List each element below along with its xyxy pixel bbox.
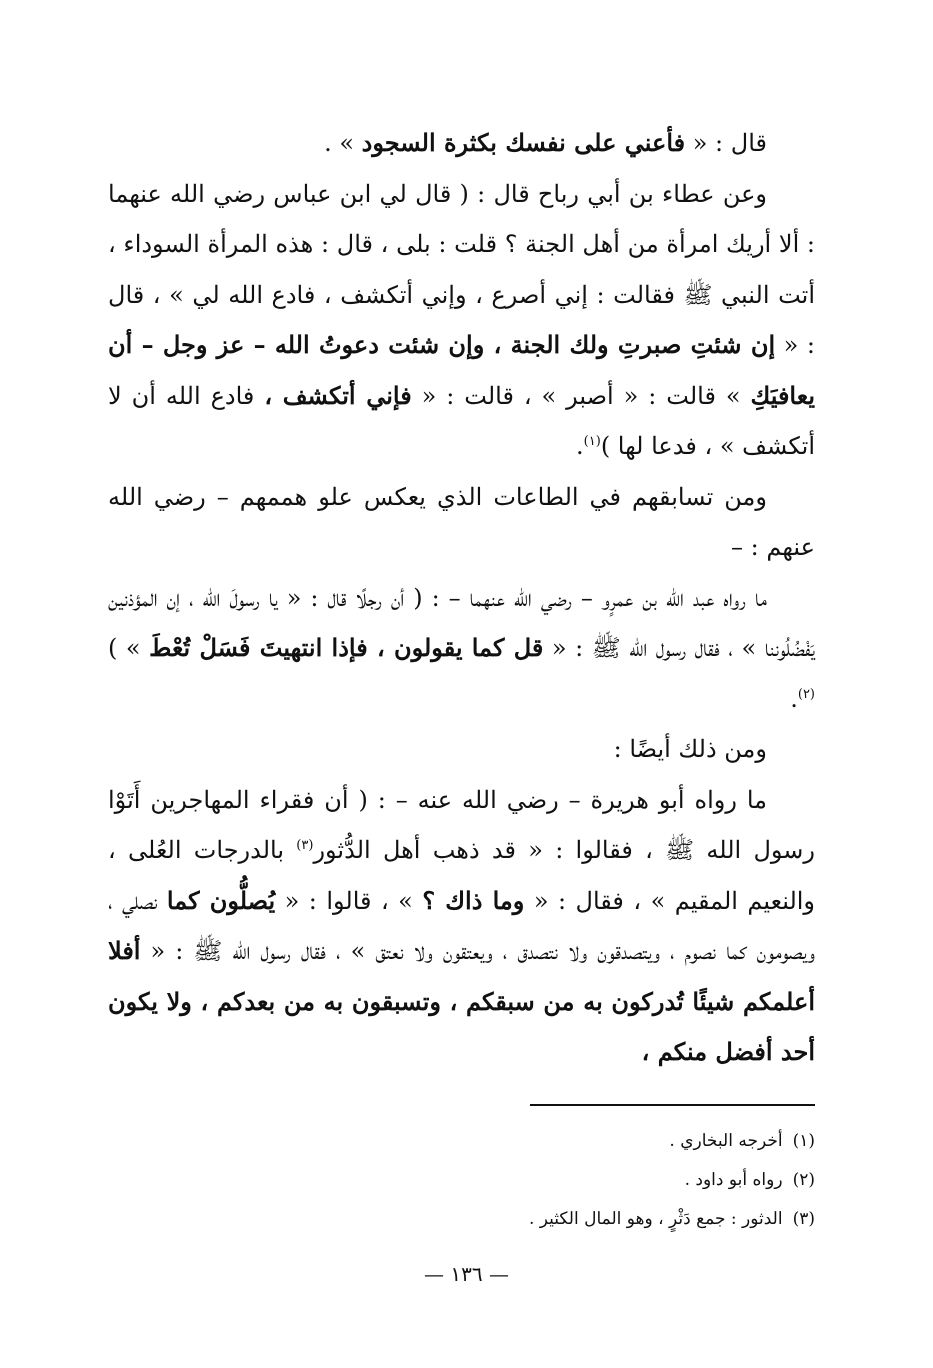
text-segment: وعن عطاء بن أبي رباح قال : ( قال لي ابن عباس رضي الله عنهما : ألا أريك امرأة من أهل الجنة ؟ قلت : بلى ، قال : هذه المرأة السوداء ، أتت النبي ﷺ فقالت : إني أصرع ، وإني أتكشف ، فادع الله لي » ، قال : « <box>108 179 816 359</box>
text-segment: » ، قالوا : « <box>275 886 423 915</box>
page-number: — ١٣٦ — <box>424 1262 509 1286</box>
text-segment: قال : « <box>685 129 767 157</box>
quote-text-bold: وما ذاك ؟ <box>422 885 525 915</box>
footnote-text: رواه أبو داود . <box>684 1170 783 1190</box>
paragraph <box>108 118 815 169</box>
footnote-marker: (٢) <box>797 686 815 702</box>
paragraph <box>108 573 815 725</box>
text-segment: . <box>790 684 798 713</box>
footnote-number: (٢) <box>792 1170 815 1190</box>
paragraph <box>108 775 815 1078</box>
quote-text-bold: يُصلُّون كما <box>166 885 276 915</box>
paragraph <box>108 724 815 775</box>
quote-text-bold: فأعني على نفسك بكثرة السجود <box>361 128 686 157</box>
footnote-text: الدثور : جمع دَثْرٍ ، وهو المال الكثير . <box>528 1209 783 1229</box>
footnote-item <box>300 1122 815 1161</box>
quote-text-bold: أفلا أعلمكم شيئًا تُدركون به من سبقكم ، وتسبقون به من بعدكم ، ولا يكون أحد أفضل منكم ، <box>108 936 815 1066</box>
body-text <box>108 118 815 1078</box>
text-segment: » . <box>324 129 362 157</box>
quote-text-bold: فإني أتكشف ، <box>264 380 412 410</box>
quote-text-bold: قل كما يقولون ، فإذا انتهيتَ فَسَلْ تُعْطَ <box>149 633 544 662</box>
footnote-text: أخرجه البخاري . <box>669 1131 783 1151</box>
text-segment: ما رواه أبو هريرة – رضي الله عنه – : ( أن فقراء المهاجرين أَتَوْا رسول الله ﷺ ، فقالوا : « قد ذهب أهل الدُّثور <box>108 785 815 864</box>
quote-text-bold: إن شئتِ صبرتِ ولك الجنة ، وإن شئت دعوتُ الله – عز وجل – أن يعافيَكِ <box>108 330 815 410</box>
footnote-number: (١) <box>792 1131 815 1151</box>
paragraph <box>108 169 815 472</box>
text-segment: بالدرجات العُلى ، والنعيم المقيم » ، فقال : « <box>108 836 816 915</box>
footnote-marker: (١) <box>583 434 601 449</box>
text-segment: فادع الله أن لا أتكشف » ، فدعا لها ) <box>108 381 815 460</box>
text-segment: » قالت : « أصبر » ، قالت : « <box>411 381 751 410</box>
text-segment: . <box>576 432 584 460</box>
text-segment: ما رواه عبد الله بن عمرٍو – رضي الله عنهما – : ( أن رجلًا قال : « يا رسولَ الله ، إن المؤذنين يَفْضُلُوننا » ، فقال رسول الله ﷺ : « <box>108 583 815 662</box>
paragraph <box>108 472 815 573</box>
text-segment: ومن ذلك أيضًا : <box>613 735 767 763</box>
footnote-item <box>300 1161 815 1200</box>
text-segment: » ) <box>108 634 150 662</box>
footnote-divider <box>530 1104 815 1106</box>
text-segment: نصلي ، ويصومون كما نصوم ، ويتصدقون ولا نتصدق ، ويعتقون ولا نعتق » ، فقال رسول الله ﷺ : « <box>108 886 815 965</box>
footnote-number: (٣) <box>792 1209 815 1229</box>
footnotes <box>300 1122 815 1239</box>
footnote-item <box>300 1200 815 1239</box>
text-segment: ومن تسابقهم في الطاعات الذي يعكس علو هممهم – رضي الله عنهم : – <box>108 482 815 561</box>
footnote-marker: (٣) <box>296 838 314 853</box>
